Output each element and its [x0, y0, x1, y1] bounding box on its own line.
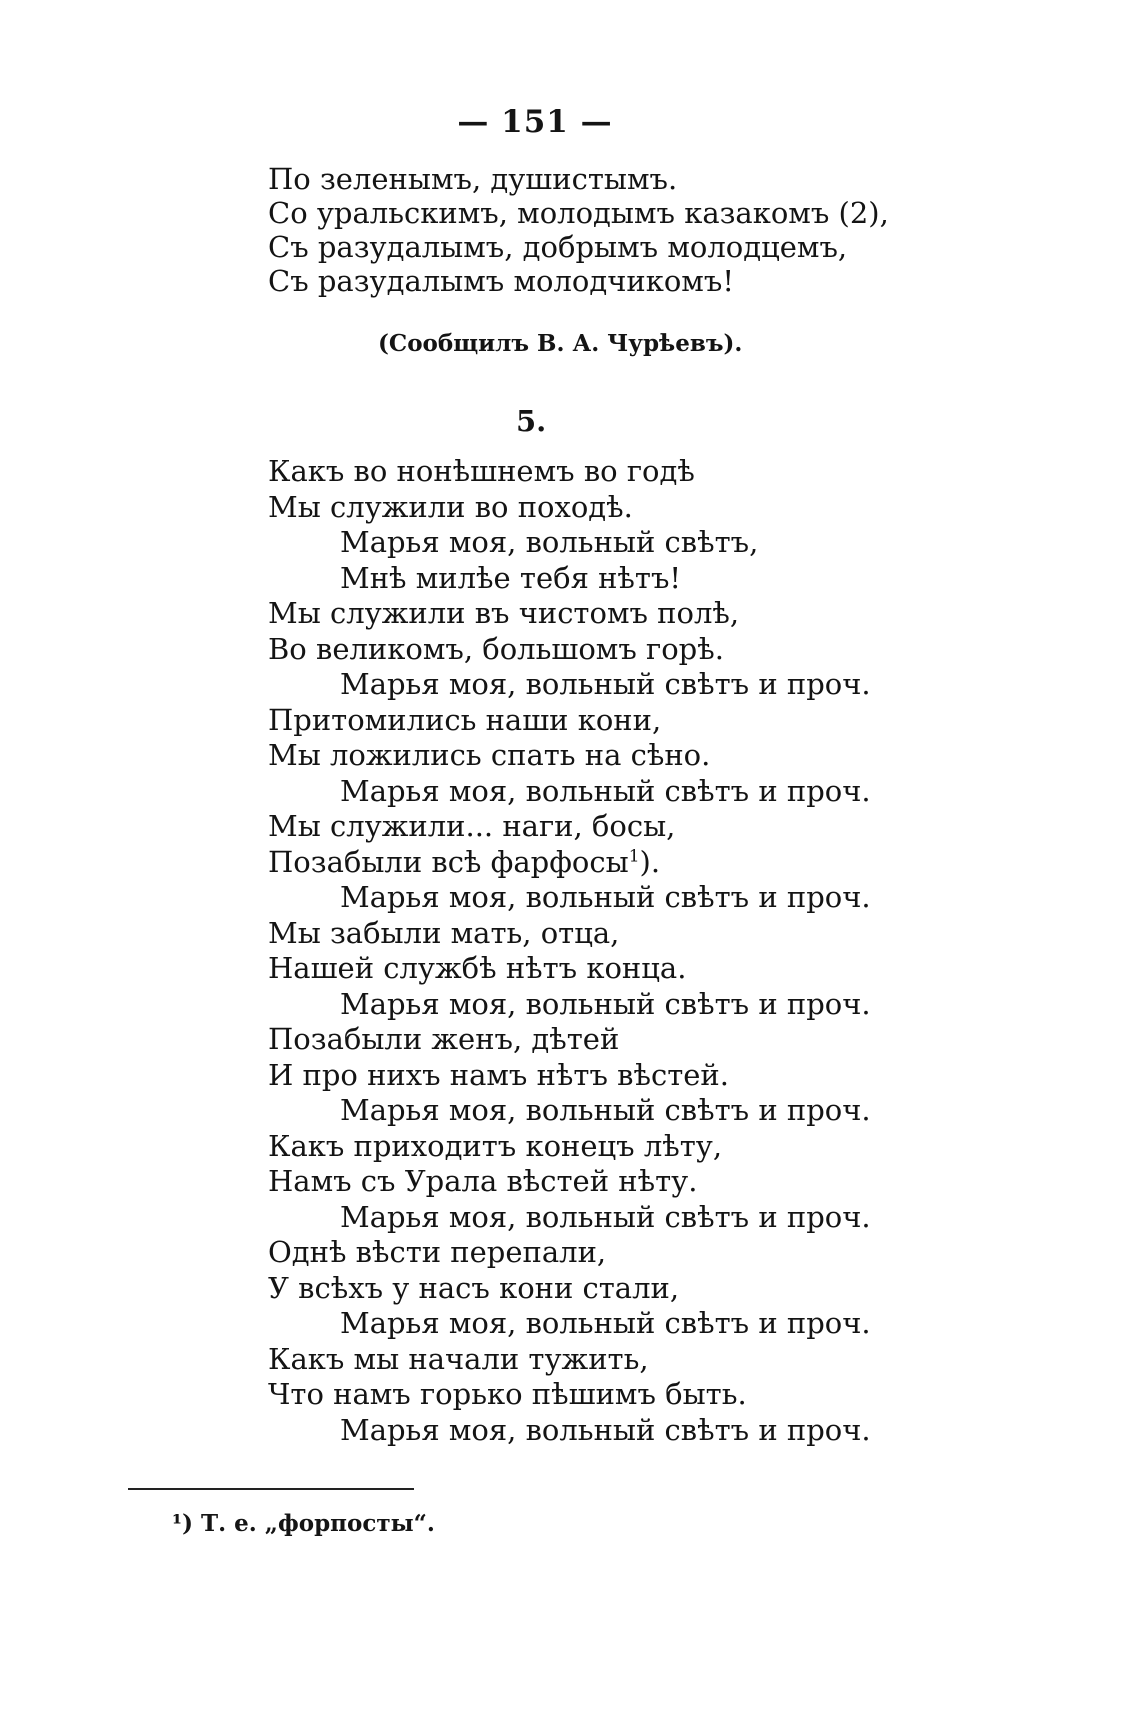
verse-line: Притомились наши кони, — [268, 702, 662, 737]
refrain-line: Марья моя, вольный свѣтъ и проч. — [340, 1093, 871, 1127]
verse-text: Позабыли всѣ фарфосы — [268, 844, 629, 879]
verse-line: Позабыли женъ, дѣтей — [268, 1022, 620, 1056]
refrain-line: Марья моя, вольный свѣтъ и проч. — [340, 986, 871, 1021]
verse-line-with-footnote — [268, 845, 871, 881]
verse-line: У всѣхъ у насъ кони стали, — [268, 1270, 680, 1305]
footnote-divider — [128, 1488, 414, 1490]
verse-text-tail: ). — [639, 844, 661, 879]
footnote — [172, 1510, 435, 1537]
verse-line: Мы ложились спать на сѣно. — [268, 738, 711, 772]
poem-stanza-continued — [268, 162, 889, 298]
page-number: — 151 — — [457, 104, 613, 140]
refrain-line: Марья моя, вольный свѣтъ и проч. — [340, 1199, 871, 1234]
refrain-line: Мнѣ милѣе тебя нѣтъ! — [340, 560, 682, 595]
verse-line: Намъ съ Урала вѣстей нѣту. — [268, 1164, 698, 1198]
refrain-line: Марья моя, вольный свѣтъ и проч. — [340, 773, 871, 808]
verse-line: И про нихъ намъ нѣтъ вѣстей. — [268, 1057, 729, 1092]
verse-line: Какъ приходитъ конецъ лѣту, — [268, 1128, 723, 1163]
verse-line: Однѣ вѣсти перепали, — [268, 1235, 607, 1269]
refrain-line: Марья моя, вольный свѣтъ и проч. — [340, 1412, 871, 1447]
verse-line: Мы служили во походѣ. — [268, 489, 633, 524]
song-verses — [268, 454, 871, 1448]
verse-line: Что намъ горько пѣшимъ быть. — [268, 1377, 747, 1411]
section-number: 5. — [516, 404, 547, 438]
refrain-line: Марья моя, вольный свѣтъ, — [340, 525, 759, 559]
footnote-marker: ¹) — [172, 1510, 193, 1537]
verse-line: Какъ во нонѣшнемъ во годѣ — [268, 454, 695, 488]
verse-line: Мы забыли мать, отца, — [268, 915, 620, 950]
verse-line: Мы служили... наги, босы, — [268, 809, 676, 843]
verse-line: Во великомъ, большомъ горѣ. — [268, 631, 724, 666]
verse-line: Мы служили въ чистомъ полѣ, — [268, 596, 740, 630]
verse-line: Какъ мы начали тужить, — [268, 1341, 649, 1376]
attribution: (Сообщилъ В. А. Чурѣевъ). — [378, 330, 743, 357]
refrain-line: Марья моя, вольный свѣтъ и проч. — [340, 667, 871, 701]
refrain-line: Марья моя, вольный свѣтъ и проч. — [340, 1306, 871, 1340]
verse-line: Со уральскимъ, молодымъ казакомъ (2), — [268, 196, 889, 230]
footnote-ref: 1 — [628, 845, 640, 866]
footnote-text: Т. е. „форпосты“. — [200, 1510, 435, 1537]
verse-line: Съ разудалымъ, добрымъ молодцемъ, — [268, 230, 848, 264]
verse-line: Съ разудалымъ молодчикомъ! — [268, 264, 734, 298]
verse-line: По зеленымъ, душистымъ. — [268, 162, 678, 196]
verse-line: Нашей службѣ нѣтъ конца. — [268, 951, 687, 985]
refrain-line: Марья моя, вольный свѣтъ и проч. — [340, 880, 871, 914]
